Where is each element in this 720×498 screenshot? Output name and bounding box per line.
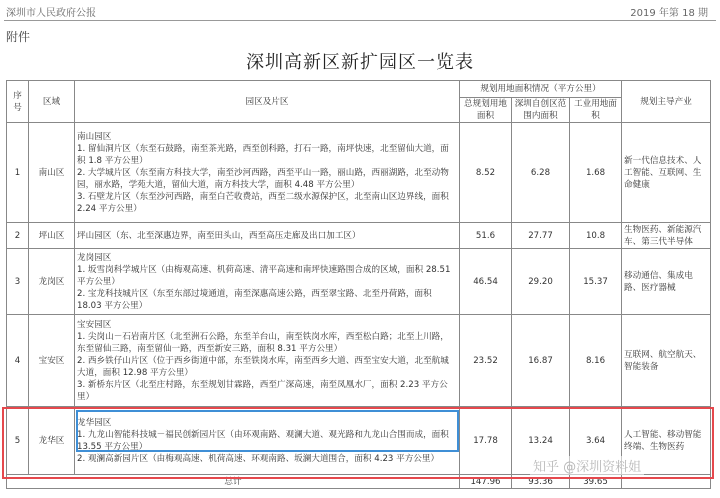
row-park (75, 315, 460, 407)
row-total: 51.6 (460, 223, 512, 249)
col-header-park: 园区及片区 (75, 81, 460, 123)
col-header-area-group: 规划用地面积情况（平方公里） (460, 81, 622, 98)
row-sz: 13.24 (512, 407, 570, 475)
park-line: 3. 新桥东片区（北至庄村路，东至规划甘霖路，西至广深高速，南至凤凰水厂，面积 2.23 平方公里） (77, 379, 448, 402)
park-line: 龙华园区 (77, 417, 112, 428)
row-total: 23.52 (460, 315, 512, 407)
row-sz: 16.87 (512, 315, 570, 407)
park-line: 3. 石壁龙片区（东至沙河西路，南至白芒收费站，西至二级水源保护区，北至南山区边界线，面积 2.24 平方公里） (77, 191, 449, 214)
row-park (75, 407, 460, 475)
row-no: 1 (7, 123, 29, 223)
row-region: 南山区 (29, 123, 75, 223)
row-industry: 人工智能、移动智能终端、生物医药 (622, 407, 711, 475)
row-region: 坪山区 (29, 223, 75, 249)
row-no: 4 (7, 315, 29, 407)
row-total: 8.52 (460, 123, 512, 223)
row-region: 龙华区 (29, 407, 75, 475)
park-line: 1. 尖岗山－石岩南片区（北至洲石公路，东至羊台山，南至铁岗水库，西至松白路；北至上川路，东至留仙三路，南至留仙一路，西至新安三路，面积 8.31 平方公里） (77, 331, 449, 354)
park-line: 宝安园区 (77, 319, 112, 330)
row-sz: 29.20 (512, 249, 570, 315)
park-table (6, 80, 711, 489)
row-total: 17.78 (460, 407, 512, 475)
row-industrial: 3.64 (570, 407, 622, 475)
row-industrial: 1.68 (570, 123, 622, 223)
table-row (7, 315, 711, 407)
total-label: 总计 (7, 475, 460, 489)
col-header-total: 总规划用地面积 (460, 98, 512, 123)
row-sz: 27.77 (512, 223, 570, 249)
park-line: 1. 留仙洞片区（东至石鼓路，南至茶光路，西至创科路，打石一路，南坪快速，北至留仙大道，面积 1.8 平方公里） (77, 143, 449, 166)
total-sz: 93.36 (512, 475, 570, 489)
row-industrial: 10.8 (570, 223, 622, 249)
col-header-no: 序号 (7, 81, 29, 123)
attachment-label: 附件 (6, 30, 31, 44)
park-line: 1. 坂雪岗科学城片区（由梅观高速、机荷高速、清平高速和南坪快速路围合成的区域，面积 28.51 平方公里） (77, 264, 451, 287)
col-header-region: 区域 (29, 81, 75, 123)
park-line: 南山园区 (77, 131, 112, 142)
row-park (75, 249, 460, 315)
row-no: 2 (7, 223, 29, 249)
table-row (7, 223, 711, 249)
park-line: 1. 九龙山智能科技城－福民创新园片区（由环观南路、观澜大道、观光路和九龙山合围而成，面积 13.55 平方公里） (77, 429, 449, 452)
row-park (75, 223, 460, 249)
row-no: 3 (7, 249, 29, 315)
bulletin-name: 深圳市人民政府公报 (6, 8, 96, 19)
total-industry-empty (622, 475, 711, 489)
park-line: 2. 西乡铁仔山片区（位于西乡街道中部，东至铁岗水库，南至西乡大道、西至宝安大道，北至航城大道，面积 12.98 平方公里） (77, 355, 449, 378)
row-park (75, 123, 460, 223)
park-line: 龙岗园区 (77, 252, 112, 263)
park-line: 2. 宝龙科技城片区（东至东部过境通道，南至深惠高速公路，西至翠宝路、北至丹荷路，面积 18.03 平方公里） (77, 288, 432, 311)
page-title: 深圳高新区新扩园区一览表 (246, 52, 474, 73)
col-header-industry: 规划主导产业 (622, 81, 711, 123)
row-industrial: 8.16 (570, 315, 622, 407)
row-region: 龙岗区 (29, 249, 75, 315)
table-row (7, 249, 711, 315)
row-sz: 6.28 (512, 123, 570, 223)
col-header-sz: 深圳自创区范围内面积 (512, 98, 570, 123)
row-no: 5 (7, 407, 29, 475)
row-total: 46.54 (460, 249, 512, 315)
total-row (7, 475, 711, 489)
issue-number: 2019 年第 18 期 (630, 8, 708, 19)
header-divider (4, 20, 716, 21)
row-industrial: 15.37 (570, 249, 622, 315)
total-industrial: 39.65 (570, 475, 622, 489)
park-line: 2. 观澜高新园片区（由梅观高速、机荷高速、环观南路、坂澜大道围合，面积 4.23 平方公里） (77, 453, 440, 464)
row-industry: 新一代信息技术、人工智能、互联网、生命健康 (622, 123, 711, 223)
park-line: 2. 大学城片区（东至南方科技大学，南至沙河西路，西至平山一路，丽山路，西丽湖路，北至动物园，丽水路，学苑大道，留仙大道，南方科技大学，面积 4.48 平方公里） (77, 167, 449, 190)
col-header-industrial: 工业用地面积 (570, 98, 622, 123)
total-sum: 147.96 (460, 475, 512, 489)
row-region: 宝安区 (29, 315, 75, 407)
table-row (7, 123, 711, 223)
watermark: 知乎 @深圳资料姐 (530, 456, 644, 475)
park-line: 坪山园区（东、北至深惠边界，南至田头山，西至高压走廊及出口加工区） (77, 230, 361, 241)
row-industry: 互联网、航空航天、智能装备 (622, 315, 711, 407)
row-industry: 生物医药、新能源汽车、第三代半导体 (622, 223, 711, 249)
row-industry: 移动通信、集成电路、医疗器械 (622, 249, 711, 315)
